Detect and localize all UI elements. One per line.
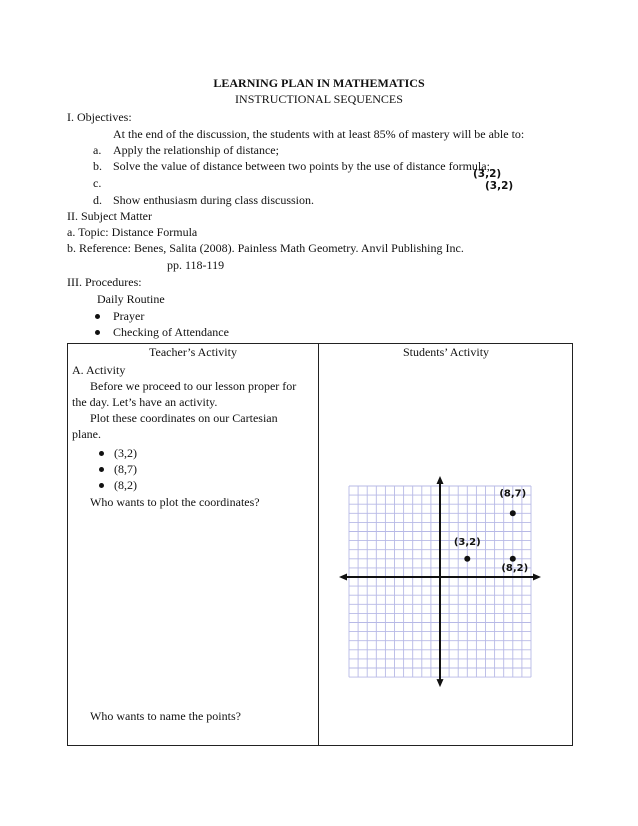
- procedure-item: Prayer: [113, 309, 145, 323]
- objectives-heading: I. Objectives:: [67, 110, 132, 124]
- reference-line: b. Reference: Benes, Salita (2008). Painless Math Geometry. Anvil Publishing Inc.: [67, 241, 464, 255]
- activity-paragraph: Plot these coordinates on our Cartesian: [90, 411, 278, 425]
- objective-marker: c.: [93, 176, 102, 190]
- activity-table: [67, 343, 573, 746]
- teacher-activity-header: Teacher’s Activity: [149, 345, 237, 359]
- objective-marker: b.: [93, 159, 102, 173]
- objective-item: Solve the value of distance between two points by the use of distance formula;: [113, 159, 490, 173]
- activity-paragraph: Before we proceed to our lesson proper for: [90, 379, 297, 393]
- graph-point: [464, 556, 470, 562]
- coordinate-item: (8,7): [114, 462, 137, 476]
- reference-pages: pp. 118-119: [167, 258, 225, 272]
- cartesian-plane: [319, 344, 573, 745]
- activity-paragraph: the day. Let’s have an activity.: [72, 395, 218, 409]
- coordinate-item: (8,2): [114, 478, 137, 492]
- bullet-icon: [95, 330, 100, 335]
- objectives-intro: At the end of the discussion, the students with at least 85% of mastery will be able to:: [113, 127, 525, 141]
- page-title: LEARNING PLAN IN MATHEMATICS: [213, 76, 425, 90]
- x-axis-arrow-icon: [339, 574, 347, 581]
- objective-item: Apply the relationship of distance;: [113, 143, 279, 157]
- y-axis-arrow-icon: [437, 679, 444, 687]
- coordinate-item: (3,2): [114, 446, 137, 460]
- daily-routine-label: Daily Routine: [97, 292, 165, 306]
- bullet-icon: [99, 467, 104, 472]
- graph-point: [510, 510, 516, 516]
- graph-axes: [339, 476, 541, 687]
- students-activity-header: Students’ Activity: [402, 345, 490, 359]
- graph-point: [510, 556, 516, 562]
- graph-points: [454, 488, 528, 574]
- plot-question: Who wants to plot the coordinates?: [90, 495, 260, 509]
- objective-marker: a.: [93, 143, 102, 157]
- point-label: (3,2): [453, 536, 481, 548]
- topic-line: a. Topic: Distance Formula: [67, 225, 198, 239]
- activity-heading: A. Activity: [72, 363, 126, 377]
- point-label: (8,2): [501, 562, 529, 574]
- subject-matter-heading: II. Subject Matter: [67, 209, 152, 223]
- name-points-question: Who wants to name the points?: [90, 709, 241, 723]
- y-axis-arrow-icon: [437, 476, 444, 484]
- page-subtitle: INSTRUCTIONAL SEQUENCES: [235, 92, 403, 106]
- bullet-icon: [95, 314, 100, 319]
- overlay-label: (3,2): [485, 180, 514, 192]
- bullet-icon: [99, 451, 104, 456]
- overlay-label: (3,2): [473, 168, 502, 180]
- objective-item: Show enthusiasm during class discussion.: [113, 193, 314, 207]
- students-activity-cell: [319, 344, 573, 746]
- objective-marker: d.: [93, 193, 102, 207]
- procedure-item: Checking of Attendance: [113, 325, 229, 339]
- procedures-heading: III. Procedures:: [67, 275, 142, 289]
- bullet-icon: [99, 483, 104, 488]
- teacher-activity-cell: [68, 344, 319, 746]
- x-axis-arrow-icon: [533, 574, 541, 581]
- point-label: (8,7): [499, 488, 527, 500]
- activity-paragraph: plane.: [72, 427, 101, 441]
